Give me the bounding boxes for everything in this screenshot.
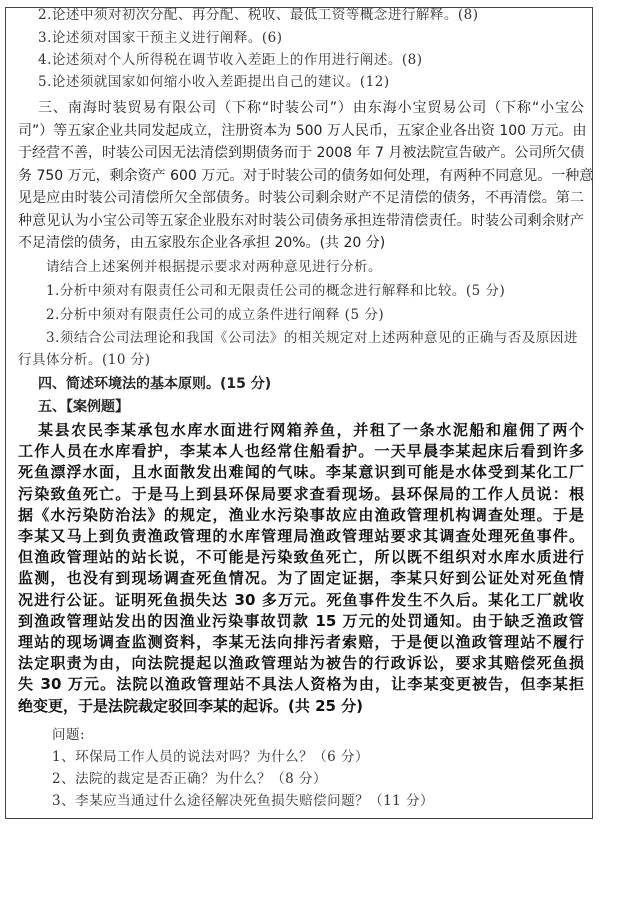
section3-case-line: 三、南海时装贸易有限公司（下称“时装公司”）由东海小宝贸易公司（下称“小宝公 [38, 100, 584, 116]
section5-case-line: 绝变更，于是法院裁定驳回李某的起诉。(共 25 分) [18, 696, 364, 715]
section3-prompt: 请结合上述案例并根据提示要求对两种意见进行分析。 [46, 259, 382, 275]
section3-item: 2.分析中须对有限责任公司的成立条件进行阐释 (5 分) [46, 307, 385, 323]
section5-case-line: 但渔政管理站的站长说，不可能是污染致鱼死亡，所以既不组织对水库水质进行 [18, 548, 584, 567]
section3-case-line: 务 750 万元，剩余资产 600 万元。对于时装公司的债务如何处理，有两种不同意见。一种意 [18, 168, 594, 184]
section5-case-line: 法定职责为由，向法院提起以渔政管理站为被告的行政诉讼，要求其赔偿死鱼损 [18, 654, 584, 673]
section5-case-line: 据《水污染防治法》的规定，渔业水污染事故应由渔政管理机构调查处理。于是 [18, 505, 584, 524]
section5-case-line: 污染致鱼死亡。于是马上到县环保局要求查看现场。县环保局的工作人员说：根 [18, 484, 584, 503]
section5-case-line: 到渔政管理站发出的因渔业污染事故罚款 15 万元的处罚通知。由于缺乏渔政管 [18, 611, 584, 630]
question-2: 2、法院的裁定是否正确？为什么？（8 分） [52, 771, 327, 787]
section3-case-line: 不足清偿的债务，由五家股东企业各承担 20%。(共 20 分) [18, 235, 386, 251]
section2-item-3: 3.论述须对国家干预主义进行阐释。(6) [38, 30, 283, 46]
section5-title: 五、【案例题】 [38, 399, 129, 415]
questions-label: 问题: [52, 727, 86, 743]
section2-item-2: 2.论述中须对初次分配、再分配、税收、最低工资等概念进行解释。(8) [38, 7, 479, 23]
section5-case-line: 李某又马上到负责渔政管理的水库管理局渔政管理站要求其调查处理死鱼事件。 [18, 527, 584, 545]
section5-case-line: 死鱼漂浮水面，且水面散发出难闻的气味。李某意识到可能是水体受到某化工厂 [18, 463, 584, 482]
section5-case-line: 失 30 万元。法院以渔政管理站不具法人资格为由，让李某变更被告，但李某拒 [18, 675, 584, 694]
section5-case-line: 某县农民李某承包水库水面进行网箱养鱼，并租了一条水泥船和雇佣了两个 [38, 421, 584, 439]
section3-item: 3.须结合公司法理论和我国《公司法》的相关规定对上述两种意见的正确与否及原因进 [46, 330, 578, 346]
section3-case-line: 司”）等五家企业共同发起成立，注册资本为 500 万人民币，五家企业各出资 100 万元。由 [18, 123, 587, 139]
question-1: 1、环保局工作人员的说法对吗？为什么？（6 分） [52, 749, 369, 765]
section5-case-line: 况进行公证。证明死鱼损失达 30 多万元。死鱼事件发生不久后。某化工厂就收 [18, 590, 584, 609]
section2-item-5: 5.论述须就国家如何缩小收入差距提出自己的建议。(12) [38, 74, 390, 90]
section3-case-line: 见是应由时装公司清偿所欠全部债务。时装公司剩余财产不足清偿的债务，不再清偿。第二 [18, 190, 584, 206]
section3-item: 行具体分析。(10 分) [18, 352, 151, 368]
section5-case-line: 工作人员在水库看护，李某本人也经常住船看护。一天早晨李某起床后看到许多 [18, 442, 584, 461]
section5-case-line: 理站的现场调查监测资料，李某无法向排污者索赔，于是便以渔政管理站不履行 [18, 633, 584, 651]
section2-item-4: 4.论述须对个人所得税在调节收入差距上的作用进行阐述。(8) [38, 52, 423, 68]
section5-case-line: 监测，也没有到现场调查死鱼情况。为了固定证据，李某只好到公证处对死鱼情 [18, 569, 584, 588]
section4-question: 四、简述环境法的基本原则。(15 分) [38, 376, 272, 392]
question-3: 3、李某应当通过什么途径解决死鱼损失赔偿问题？（11 分） [52, 793, 435, 809]
section3-case-line: 种意见认为小宝公司等五家企业股东对时装公司债务承担连带清偿责任。时装公司剩余财产 [18, 213, 584, 229]
section3-case-line: 于经营不善，时装公司因无法清偿到期债务而于 2008 年 7 月被法院宣告破产。公司所欠债 [18, 145, 585, 161]
section3-item: 1.分析中须对有限责任公司和无限责任公司的概念进行解释和比较。(5 分) [46, 283, 506, 299]
